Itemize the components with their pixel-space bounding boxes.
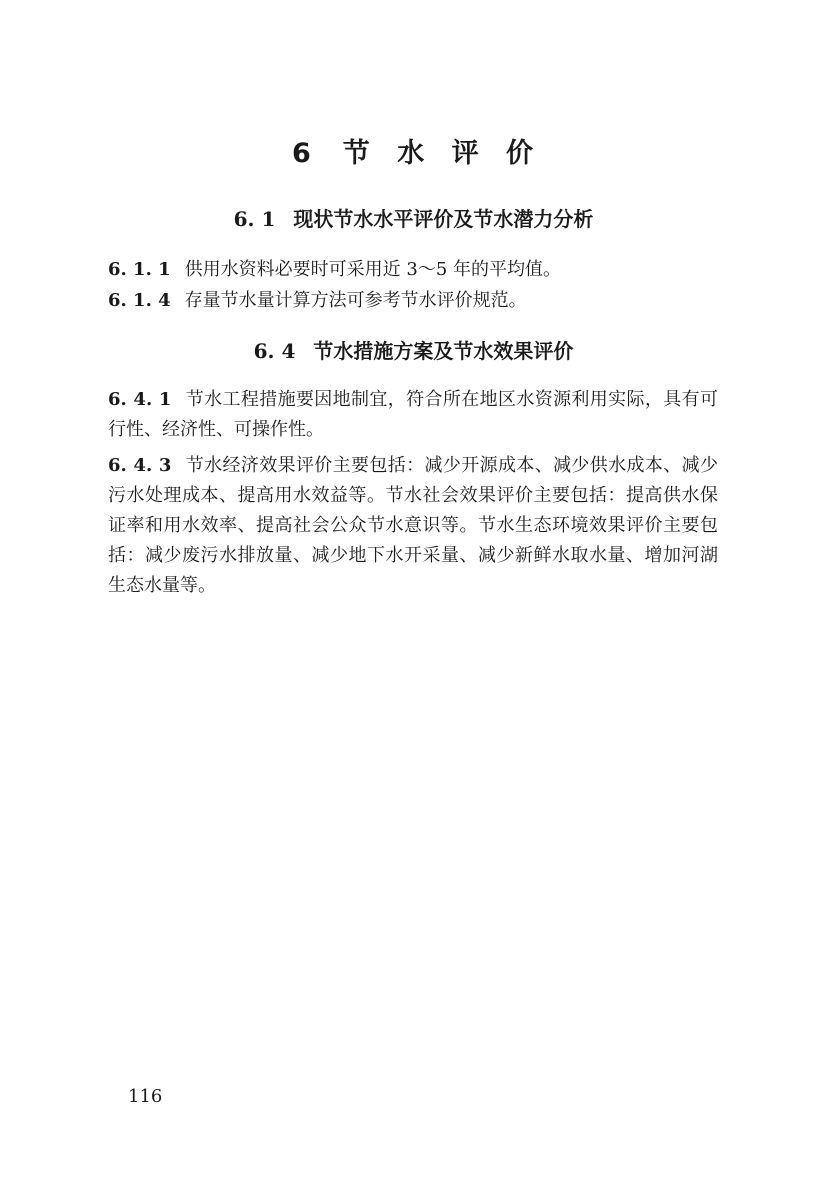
section-heading-6-4 [0, 336, 827, 366]
clause-6-1-4 [108, 286, 718, 316]
section-heading-6-1 [0, 204, 827, 234]
clause-6-4-3 [108, 451, 718, 601]
clause-text: 节水工程措施要因地制宜，符合所在地区水资源利用实际，具有可行性、经济性、可操作性。 [108, 389, 718, 440]
clause-text: 节水经济效果评价主要包括：减少开源成本、减少供水成本、减少污水处理成本、提高用水效益等。节水社会效果评价主要包括：提高供水保证率和用水效率、提高社会公众节水意识等。节水生态环境效果评价主要包括：减少废污水排放量、减少地下水开采量、减少新鲜水取水量、增加河湖生态水量等。 [108, 455, 718, 596]
page-number: 116 [128, 1086, 163, 1107]
clause-text: 存量节水量计算方法可参考节水评价规范。 [184, 290, 527, 311]
clause-6-4-1 [108, 385, 718, 445]
clause-text: 供用水资料必要时可采用近 3～5 年的平均值。 [184, 259, 561, 280]
chapter-title [0, 136, 827, 172]
clause-6-1-1 [108, 255, 718, 285]
clause-number: 6. 1. 1 [108, 259, 171, 280]
clause-number: 6. 1. 4 [108, 290, 171, 311]
clause-number: 6. 4. 1 [108, 389, 172, 410]
section-number: 6. 4 [253, 339, 296, 363]
section-title: 节水措施方案及节水效果评价 [313, 339, 574, 363]
clause-number: 6. 4. 3 [108, 455, 172, 476]
section-title: 现状节水水平评价及节水潜力分析 [293, 207, 594, 231]
chapter-title-text: 节 水 评 价 [342, 138, 535, 169]
section-number: 6. 1 [233, 207, 276, 231]
chapter-number: 6 [292, 138, 313, 169]
